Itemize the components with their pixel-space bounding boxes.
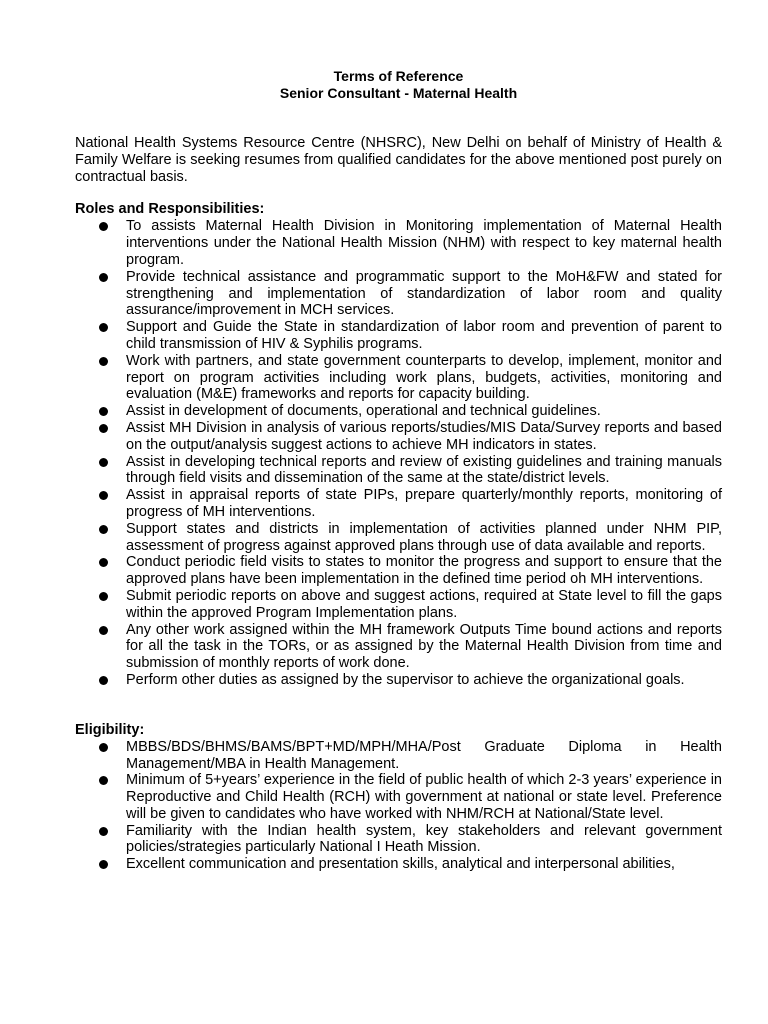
bullet-icon bbox=[99, 458, 108, 467]
bullet-icon bbox=[99, 424, 108, 433]
intro-paragraph: National Health Systems Resource Centre (NHSRC), New Delhi on behalf of Ministry of Health & Family Welfare is seeking resumes from qualified candidates for the above mentioned post purely on contractual basis. bbox=[75, 135, 722, 185]
list-item bbox=[75, 588, 722, 622]
bullet-icon bbox=[99, 776, 108, 785]
list-item bbox=[75, 739, 722, 773]
bullet-icon bbox=[99, 407, 108, 416]
list-item-text: Support and Guide the State in standardization of labor room and prevention of parent to child transmission of HIV & Syphilis programs. bbox=[126, 319, 722, 352]
list-item bbox=[75, 772, 722, 822]
list-item-text: Perform other duties as assigned by the supervisor to achieve the organizational goals. bbox=[126, 671, 685, 688]
list-item bbox=[75, 856, 722, 873]
list-item-text: Assist in development of documents, operational and technical guidelines. bbox=[126, 403, 601, 420]
list-item-text: MBBS/BDS/BHMS/BAMS/BPT+MD/MPH/MHA/Post Graduate Diploma in Health Management/MBA in Health Management. bbox=[126, 738, 722, 772]
list-item-text: Conduct periodic field visits to states to monitor the progress and support to ensure that the approved plans have been implementation in the defined time period oh MH interventions. bbox=[126, 554, 722, 588]
bullet-icon bbox=[99, 743, 108, 752]
list-item bbox=[75, 487, 722, 521]
bullet-icon bbox=[99, 491, 108, 500]
roles-heading: Roles and Responsibilities: bbox=[75, 201, 265, 218]
bullet-icon bbox=[99, 860, 108, 869]
list-item bbox=[75, 218, 722, 268]
bullet-icon bbox=[99, 827, 108, 836]
eligibility-list bbox=[75, 739, 722, 873]
list-item-text: Familiarity with the Indian health system, key stakeholders and relevant government policies/strategies particularly National I Heath Mission. bbox=[126, 822, 722, 856]
document-page bbox=[75, 68, 722, 873]
document-title bbox=[75, 68, 722, 102]
list-item bbox=[75, 269, 722, 319]
list-item-text: To assists Maternal Health Division in Monitoring implementation of Maternal Health interventions under the National Health Mission (NHM) with respect to key maternal health program. bbox=[126, 218, 722, 268]
bullet-icon bbox=[99, 676, 108, 685]
list-item-text: Assist in developing technical reports and review of existing guidelines and training manuals through field visits and dissemination of the same at the state/district levels. bbox=[126, 453, 722, 487]
list-item-text: Any other work assigned within the MH framework Outputs Time bound actions and reports for all the task in the TORs, or as assigned by the Maternal Health Division from time and submission of monthly reports of work done. bbox=[126, 621, 722, 672]
list-item bbox=[75, 672, 722, 689]
bullet-icon bbox=[99, 592, 108, 601]
bullet-icon bbox=[99, 525, 108, 534]
list-item-text: Minimum of 5+years’ experience in the field of public health of which 2-3 years’ experience in Reproductive and Child Health (RCH) with government at national or state level. Preference will be given to candidates who have worked with NHM/RCH at National/State level. bbox=[126, 772, 722, 822]
bullet-icon bbox=[99, 323, 108, 332]
list-item bbox=[75, 353, 722, 403]
list-item-text: Assist MH Division in analysis of various reports/studies/MIS Data/Survey reports and based on the output/analysis suggest actions to achieve MH indicators in states. bbox=[126, 419, 722, 453]
title-line-1: Terms of Reference bbox=[333, 68, 464, 84]
roles-list bbox=[75, 218, 722, 688]
list-item bbox=[75, 319, 722, 353]
list-item bbox=[75, 554, 722, 588]
list-item bbox=[75, 454, 722, 488]
bullet-icon bbox=[99, 273, 108, 282]
eligibility-heading: Eligibility: bbox=[75, 721, 145, 738]
list-item-text: Assist in appraisal reports of state PIPs, prepare quarterly/monthly reports, monitoring of progress of MH interventions. bbox=[126, 487, 722, 520]
list-item-text: Submit periodic reports on above and suggest actions, required at State level to fill the gaps within the approved Program Implementation plans. bbox=[126, 587, 722, 621]
list-item bbox=[75, 521, 722, 555]
list-item-text: Work with partners, and state government counterparts to develop, implement, monitor and report on program activities including work plans, budgets, activities, monitoring and evaluation (M&E) frameworks and reports for capacity building. bbox=[126, 352, 722, 403]
list-item bbox=[75, 823, 722, 857]
list-item bbox=[75, 420, 722, 454]
bullet-icon bbox=[99, 222, 108, 231]
list-item bbox=[75, 622, 722, 672]
list-item-text: Support states and districts in implementation of activities planned under NHM PIP, assessment of progress against approved plans through use of data available and reports. bbox=[126, 520, 722, 554]
title-line-2: Senior Consultant - Maternal Health bbox=[279, 85, 518, 101]
list-item-text: Provide technical assistance and programmatic support to the MoH&FW and stated for strengthening and implementation of standardization of labor room and quality assurance/improvement in MCH services. bbox=[126, 268, 722, 319]
list-item-text: Excellent communication and presentation skills, analytical and interpersonal abilities, bbox=[126, 856, 675, 873]
list-item bbox=[75, 403, 722, 420]
bullet-icon bbox=[99, 357, 108, 366]
bullet-icon bbox=[99, 626, 108, 635]
bullet-icon bbox=[99, 558, 108, 567]
